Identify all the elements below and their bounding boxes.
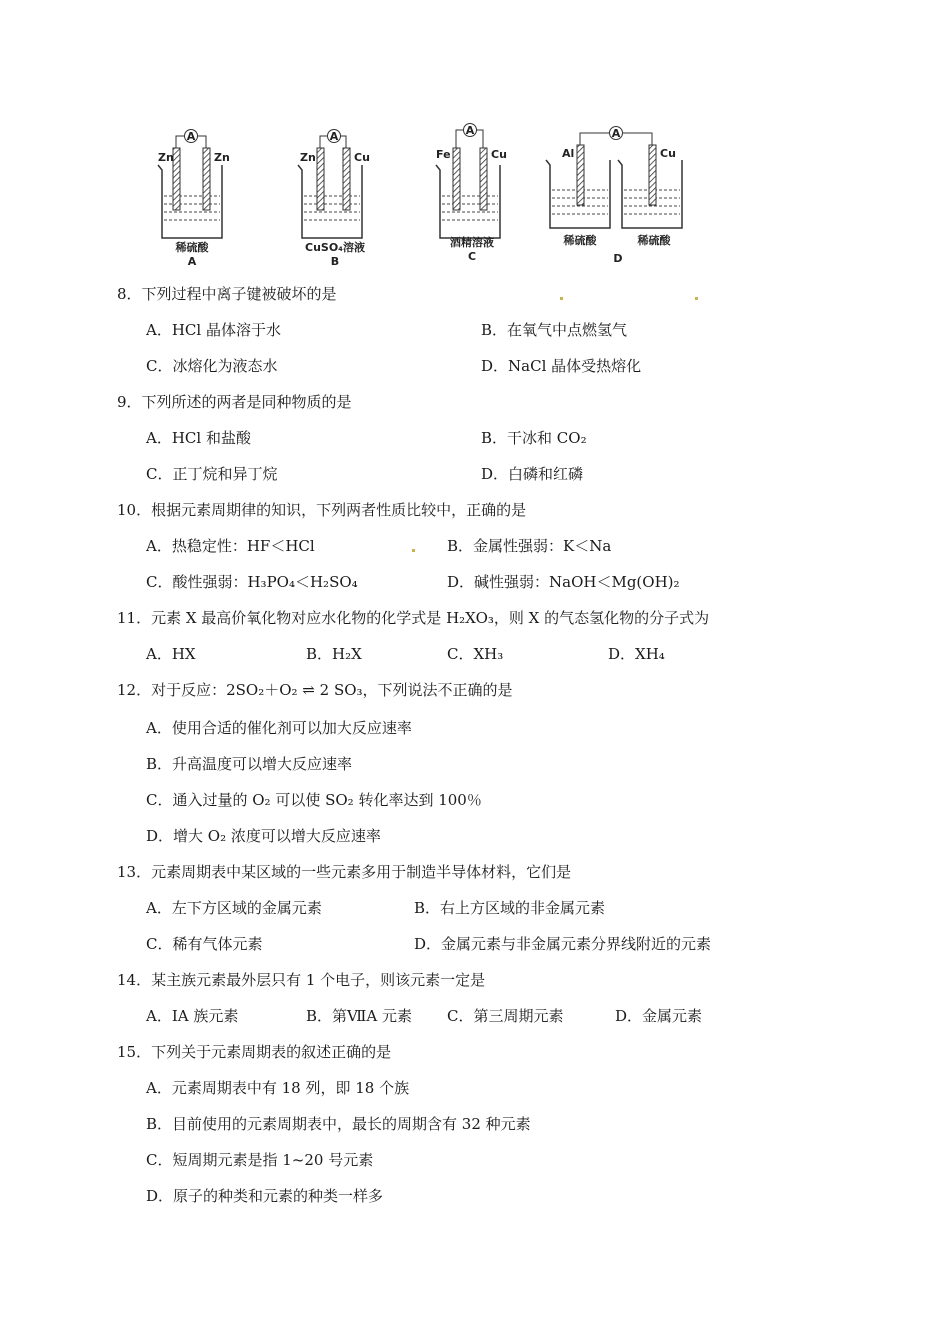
question-15-option-a: A．元素周期表中有 18 列，即 18 个族 — [146, 1079, 410, 1097]
question-14-option-a: A．ⅠA 族元素 — [146, 1007, 239, 1025]
question-14-option-c: C．第三周期元素 — [447, 1007, 564, 1025]
speck — [412, 549, 415, 552]
cell-a — [158, 130, 230, 269]
question-13-option-d: D．金属元素与非金属元素分界线附近的元素 — [414, 935, 712, 953]
question-8-option-b: B．在氧气中点燃氢气 — [481, 321, 628, 339]
question-15-stem: 15．下列关于元素周期表的叙述正确的是 — [117, 1043, 392, 1061]
speck — [560, 297, 563, 300]
question-11-option-c: C．XH₃ — [447, 645, 504, 663]
cell-b — [298, 130, 370, 269]
electrode-left — [317, 148, 324, 210]
question-9-option-c: C．正丁烷和异丁烷 — [146, 465, 278, 483]
svg-text:Al: Al — [562, 147, 575, 160]
question-8-option-a: A．HCl 晶体溶于水 — [146, 321, 281, 339]
electrode-right — [203, 148, 210, 210]
svg-text:稀硫酸: 稀硫酸 — [175, 241, 209, 254]
question-14-option-b: B．第ⅦA 元素 — [306, 1007, 412, 1025]
question-14-option-d: D．金属元素 — [615, 1007, 703, 1025]
svg-text:A: A — [465, 124, 475, 137]
question-11-stem: 11．元素 X 最高价氧化物对应水化物的化学式是 H₂XO₃，则 X 的气态氢化物的分子式为 — [117, 609, 710, 627]
question-9-option-d: D．白磷和红磷 — [481, 465, 584, 483]
svg-text:A: A — [186, 130, 196, 143]
svg-text:B: B — [330, 255, 340, 268]
question-12-option-c: C．通入过量的 O₂ 可以使 SO₂ 转化率达到 100％ — [146, 791, 482, 809]
svg-text:酒精溶液: 酒精溶液 — [450, 236, 494, 249]
electrode-right — [480, 148, 487, 210]
svg-text:C: C — [467, 250, 477, 263]
question-9-option-a: A．HCl 和盐酸 — [146, 429, 251, 447]
cell-d — [546, 127, 682, 266]
svg-text:稀硫酸: 稀硫酸 — [637, 234, 671, 247]
electrode-left — [577, 145, 584, 205]
question-12-stem: 12．对于反应：2SO₂＋O₂ ⇌ 2 SO₃，下列说法不正确的是 — [117, 681, 513, 699]
electrode-left — [173, 148, 180, 210]
question-10-option-a: A．热稳定性：HF＜HCl — [146, 537, 315, 555]
question-12-option-d: D．增大 O₂ 浓度可以增大反应速率 — [146, 827, 381, 845]
svg-text:Fe: Fe — [436, 148, 451, 161]
svg-text:A: A — [187, 255, 197, 268]
cell-c — [436, 124, 507, 264]
svg-text:Cu: Cu — [354, 151, 370, 164]
svg-text:稀硫酸: 稀硫酸 — [563, 234, 597, 247]
question-11-option-b: B．H₂X — [306, 645, 362, 663]
question-13-option-a: A．左下方区域的金属元素 — [146, 899, 322, 917]
question-14-stem: 14．某主族元素最外层只有 1 个电子，则该元素一定是 — [117, 971, 486, 989]
question-12-option-b: B．升高温度可以增大反应速率 — [146, 755, 353, 773]
svg-text:A: A — [611, 127, 621, 140]
question-9-stem: 9．下列所述的两者是同种物质的是 — [117, 393, 352, 411]
electrode-left — [453, 148, 460, 210]
svg-text:Zn: Zn — [158, 151, 174, 164]
svg-text:CuSO₄溶液: CuSO₄溶液 — [305, 241, 365, 254]
question-10-option-d: D．碱性强弱：NaOH＜Mg(OH)₂ — [447, 573, 680, 591]
question-15-option-c: C．短周期元素是指 1~20 号元素 — [146, 1151, 374, 1169]
svg-text:D: D — [613, 252, 623, 265]
svg-text:A: A — [329, 130, 339, 143]
electrochemical-cells-figure — [140, 120, 720, 270]
electrode-right — [343, 148, 350, 210]
question-8-option-d: D．NaCl 晶体受热熔化 — [481, 357, 642, 375]
question-13-stem: 13．元素周期表中某区域的一些元素多用于制造半导体材料，它们是 — [117, 863, 572, 881]
question-12-option-a: A．使用合适的催化剂可以加大反应速率 — [146, 719, 412, 737]
question-11-option-d: D．XH₄ — [608, 645, 665, 663]
svg-text:Zn: Zn — [214, 151, 230, 164]
question-10-option-c: C．酸性强弱：H₃PO₄＜H₂SO₄ — [146, 573, 358, 591]
question-11-option-a: A．HX — [146, 645, 196, 663]
question-15-option-b: B．目前使用的元素周期表中，最长的周期含有 32 种元素 — [146, 1115, 531, 1133]
question-9-option-b: B．干冰和 CO₂ — [481, 429, 587, 447]
svg-text:Zn: Zn — [300, 151, 316, 164]
svg-text:Cu: Cu — [491, 148, 507, 161]
speck — [695, 297, 698, 300]
cells-diagram — [140, 120, 720, 270]
question-13-option-c: C．稀有气体元素 — [146, 935, 263, 953]
question-10-stem: 10．根据元素周期律的知识，下列两者性质比较中，正确的是 — [117, 501, 527, 519]
question-15-option-d: D．原子的种类和元素的种类一样多 — [146, 1187, 384, 1205]
svg-text:Cu: Cu — [660, 147, 676, 160]
question-10-option-b: B．金属性强弱：K＜Na — [447, 537, 612, 555]
question-8-stem: 8．下列过程中离子键被破坏的是 — [117, 285, 337, 303]
question-13-option-b: B．右上方区域的非金属元素 — [414, 899, 606, 917]
question-8-option-c: C．冰熔化为液态水 — [146, 357, 278, 375]
electrode-right — [649, 145, 656, 205]
